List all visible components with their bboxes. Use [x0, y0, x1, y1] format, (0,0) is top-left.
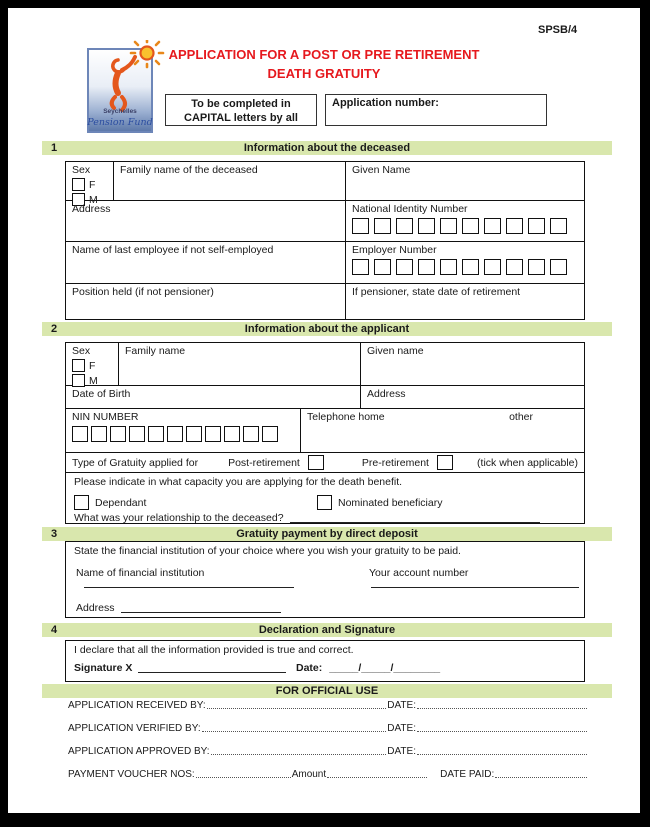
- applicant-family-name-field[interactable]: [119, 343, 361, 385]
- signature-row: [74, 662, 286, 674]
- table-row: [66, 409, 584, 453]
- section3-title: Gratuity payment by direct deposit: [236, 528, 418, 540]
- family-name-label: Family name: [125, 345, 186, 357]
- direct-deposit-box: [65, 541, 585, 618]
- relationship-row: [74, 512, 576, 524]
- nin-number-boxes: [72, 426, 294, 442]
- pre-retirement-label: Pre-retirement: [361, 456, 429, 469]
- signature-line[interactable]: [138, 662, 286, 673]
- nominated-beneficiary-checkbox[interactable]: [317, 495, 332, 510]
- character-box[interactable]: [550, 218, 567, 234]
- deceased-family-name-field[interactable]: [114, 162, 346, 200]
- amount-line[interactable]: [327, 776, 427, 778]
- last-employer-label: Name of last employee if not self-employed: [72, 244, 274, 256]
- received-date-label: DATE:: [387, 700, 416, 711]
- table-row: [66, 343, 584, 386]
- verified-by-line[interactable]: [202, 730, 387, 732]
- applicant-table: [65, 342, 585, 524]
- last-employer-field[interactable]: [66, 242, 346, 283]
- address-label: Address: [367, 388, 406, 400]
- date-paid-label: DATE PAID:: [440, 769, 495, 780]
- verified-date-line[interactable]: [417, 730, 587, 732]
- official-approved-row: [68, 746, 588, 757]
- account-number-label: Your account number: [369, 567, 469, 579]
- gratuity-type-label: Type of Gratuity applied for: [72, 456, 199, 469]
- received-by-label: APPLICATION RECEIVED BY:: [68, 700, 206, 711]
- character-box[interactable]: [352, 259, 369, 275]
- employer-number-boxes: [352, 259, 578, 275]
- bank-address-row: [76, 602, 281, 614]
- character-box[interactable]: [224, 426, 240, 442]
- post-retirement-checkbox[interactable]: [308, 455, 324, 470]
- application-number-box[interactable]: [325, 94, 547, 126]
- character-box[interactable]: [462, 218, 479, 234]
- employer-number-field: [346, 242, 584, 283]
- character-box[interactable]: [91, 426, 107, 442]
- female-label: F: [89, 178, 96, 191]
- table-row: [66, 284, 584, 319]
- section1-header: [42, 141, 612, 155]
- relationship-label: What was your relationship to the deceased?: [74, 512, 284, 524]
- given-name-label: Given name: [367, 345, 424, 357]
- section1-number: 1: [51, 142, 58, 154]
- approved-by-line[interactable]: [211, 753, 387, 755]
- deposit-instruction: State the financial institution of your choice where you wish your gratuity to be paid.: [74, 545, 461, 557]
- section4-number: 4: [51, 624, 58, 636]
- deceased-table: [65, 161, 585, 320]
- family-name-label: Family name of the deceased: [120, 164, 258, 176]
- form-title: [148, 45, 500, 83]
- official-use-header: [42, 684, 612, 698]
- section1-title: Information about the deceased: [243, 142, 411, 154]
- payment-voucher-line[interactable]: [196, 776, 291, 778]
- deceased-address-field[interactable]: [66, 201, 346, 241]
- character-box[interactable]: [374, 259, 391, 275]
- address-label: Address: [72, 203, 111, 215]
- male-label: M: [89, 193, 98, 206]
- logo-org-name: Seychelles: [103, 108, 137, 115]
- signature-label: Signature X: [74, 662, 133, 674]
- deceased-nin-field: [346, 201, 584, 241]
- tick-note: (tick when applicable): [477, 456, 578, 469]
- capacity-options: [74, 495, 576, 510]
- capacity-cell: [66, 473, 584, 523]
- section3-number: 3: [51, 528, 58, 540]
- applicant-address-field[interactable]: [361, 386, 584, 408]
- character-box[interactable]: [506, 218, 523, 234]
- application-number-label: Application number:: [332, 97, 439, 109]
- table-row: [66, 201, 584, 242]
- table-row: [66, 453, 584, 473]
- received-date-line[interactable]: [417, 707, 587, 709]
- character-box[interactable]: [110, 426, 126, 442]
- character-box[interactable]: [528, 259, 545, 275]
- section2-header: [42, 322, 612, 336]
- sex-label: Sex: [72, 345, 91, 357]
- received-by-line[interactable]: [207, 707, 387, 709]
- capitals-note-line1: To be completed in: [191, 98, 291, 110]
- applicant-sex-cell: [66, 343, 119, 385]
- character-box[interactable]: [462, 259, 479, 275]
- deceased-female-checkbox[interactable]: [72, 178, 85, 191]
- character-box[interactable]: [129, 426, 145, 442]
- character-box[interactable]: [418, 218, 435, 234]
- character-box[interactable]: [72, 426, 88, 442]
- date-of-birth-label: Date of Birth: [72, 388, 131, 400]
- capitals-note-line2: CAPITAL letters by all: [184, 112, 298, 124]
- section4-header: [42, 623, 612, 637]
- date-line[interactable]: _____/_____/________: [329, 662, 441, 674]
- telephone-field[interactable]: [301, 409, 584, 452]
- date-of-birth-field[interactable]: [66, 386, 361, 408]
- approved-date-label: DATE:: [387, 746, 416, 757]
- table-row: [66, 242, 584, 284]
- character-box[interactable]: [186, 426, 202, 442]
- character-box[interactable]: [440, 218, 457, 234]
- applicant-given-name-field[interactable]: [361, 343, 584, 385]
- table-row: [66, 386, 584, 409]
- national-identity-number-label: National Identity Number: [352, 203, 468, 215]
- pre-retirement-checkbox[interactable]: [437, 455, 453, 470]
- telephone-other-label: other: [509, 411, 533, 423]
- character-box[interactable]: [352, 218, 369, 234]
- amount-label: Amount: [291, 769, 327, 780]
- bank-address-label: Address: [76, 602, 115, 614]
- position-held-field[interactable]: [66, 284, 346, 319]
- character-box[interactable]: [506, 259, 523, 275]
- declaration-text: I declare that all the information provided is true and correct.: [74, 644, 354, 656]
- institution-line[interactable]: [84, 587, 294, 588]
- date-paid-line[interactable]: [495, 776, 587, 778]
- date-label: Date:: [296, 662, 323, 674]
- telephone-home-label: Telephone home: [307, 411, 385, 423]
- approved-date-line[interactable]: [417, 753, 587, 755]
- position-held-label: Position held (if not pensioner): [72, 286, 214, 298]
- deceased-given-name-field[interactable]: [346, 162, 584, 200]
- character-box[interactable]: [418, 259, 435, 275]
- official-verified-row: [68, 723, 588, 734]
- approved-by-label: APPLICATION APPROVED BY:: [68, 746, 210, 757]
- verified-by-label: APPLICATION VERIFIED BY:: [68, 723, 201, 734]
- gratuity-type-row: [66, 453, 584, 472]
- character-box[interactable]: [396, 218, 413, 234]
- table-row: [66, 162, 584, 206]
- character-box[interactable]: [396, 259, 413, 275]
- character-box[interactable]: [374, 218, 391, 234]
- declaration-box: [65, 640, 585, 682]
- employer-number-label: Employer Number: [352, 244, 437, 256]
- retirement-date-field[interactable]: [346, 284, 584, 319]
- post-retirement-label: Post-retirement: [228, 456, 300, 469]
- nominated-option: [317, 495, 442, 510]
- character-box[interactable]: [243, 426, 259, 442]
- dependant-checkbox[interactable]: [74, 495, 89, 510]
- relationship-line[interactable]: [290, 512, 540, 523]
- character-box[interactable]: [440, 259, 457, 275]
- character-box[interactable]: [148, 426, 164, 442]
- form-page: [8, 8, 640, 813]
- applicant-nin-field: [66, 409, 301, 452]
- bank-address-line[interactable]: [121, 602, 281, 613]
- applicant-female-checkbox[interactable]: [72, 359, 85, 372]
- female-label: F: [89, 359, 96, 372]
- official-use-title: FOR OFFICIAL USE: [275, 685, 379, 697]
- section3-header: [42, 527, 612, 541]
- retirement-date-label: If pensioner, state date of retirement: [352, 286, 521, 298]
- dependant-label: Dependant: [95, 496, 147, 509]
- deceased-sex-cell: [66, 162, 114, 206]
- official-payment-row: [68, 769, 588, 780]
- character-box[interactable]: [484, 259, 501, 275]
- national-identity-number-boxes: [352, 218, 578, 234]
- section4-title: Declaration and Signature: [258, 624, 396, 636]
- form-title-line2: DEATH GRATUITY: [267, 66, 381, 81]
- character-box[interactable]: [550, 259, 567, 275]
- logo-org-type: Pension Fund: [87, 117, 153, 128]
- payment-voucher-label: PAYMENT VOUCHER NOS:: [68, 769, 195, 780]
- character-box[interactable]: [262, 426, 278, 442]
- institution-label: Name of financial institution: [76, 567, 205, 579]
- character-box[interactable]: [484, 218, 501, 234]
- section2-number: 2: [51, 323, 58, 335]
- form-title-line1: APPLICATION FOR A POST OR PRE RETIREMENT: [168, 47, 480, 62]
- table-row: [66, 473, 584, 523]
- section2-title: Information about the applicant: [244, 323, 410, 335]
- sex-label: Sex: [72, 164, 91, 176]
- form-code: SPSB/4: [538, 24, 578, 36]
- telephone-home-input-area[interactable]: [385, 411, 509, 423]
- date-row: [296, 662, 440, 674]
- capitals-note-box: [165, 94, 317, 126]
- capacity-note: Please indicate in what capacity you are applying for the death benefit.: [74, 476, 403, 488]
- character-box[interactable]: [205, 426, 221, 442]
- male-label: M: [89, 374, 98, 387]
- character-box[interactable]: [528, 218, 545, 234]
- account-number-line[interactable]: [371, 587, 579, 588]
- given-name-label: Given Name: [352, 164, 411, 176]
- verified-date-label: DATE:: [387, 723, 416, 734]
- character-box[interactable]: [167, 426, 183, 442]
- nin-number-label: NIN NUMBER: [72, 411, 139, 423]
- official-received-row: [68, 700, 588, 711]
- nominated-beneficiary-label: Nominated beneficiary: [338, 496, 443, 509]
